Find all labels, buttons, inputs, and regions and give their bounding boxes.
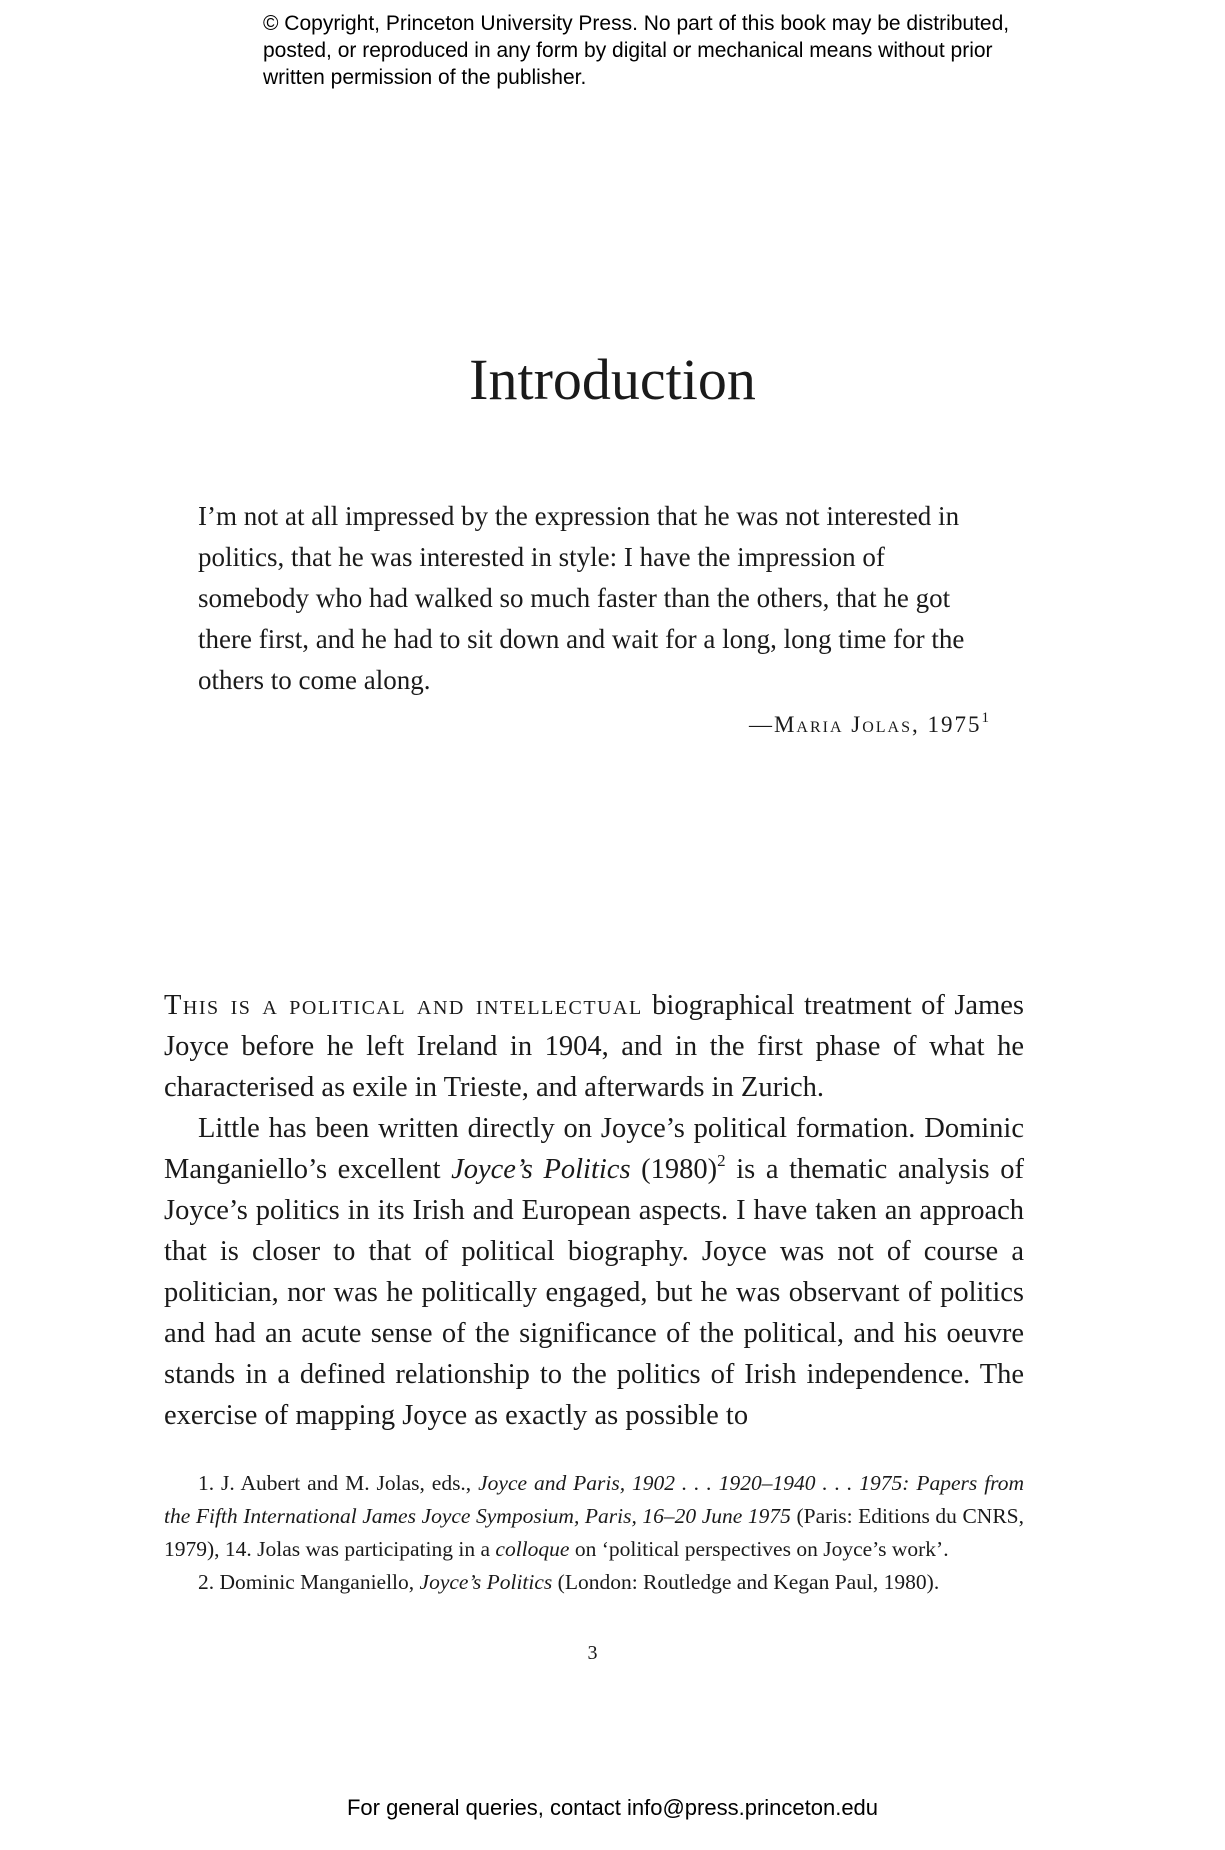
footnote-1	[164, 1467, 1024, 1566]
contact-footer: For general queries, contact info@press.princeton.edu	[346, 1795, 879, 1820]
footnote-ref-2[interactable]: 2	[717, 1151, 726, 1170]
paragraph-2-text-c: is a thematic analysis of Joyce’s politics in its Irish and European aspects. I have taken an approach that is closer to that of political biography. Joyce was not of course a politician, nor was he politically engaged, but he was observant of politics and had an acute sense of the significance of the political, and his oeuvre stands in a defined relationship to the politics of Irish independence. The exercise of mapping Joyce as exactly as possible to	[164, 1154, 1024, 1431]
book-title-joyces-politics: Joyce’s Politics	[451, 1154, 631, 1185]
footnote-1-term: colloque	[495, 1537, 570, 1561]
footnote-1-text-c: on ‘political perspectives on Joyce’s work’.	[569, 1537, 949, 1561]
paragraph-1-text: biographical treatment of James Joyce before he left Ireland in 1904, and in the first phase of what he characterised as exile in Trieste, and afterwards in Zurich.	[164, 990, 1024, 1103]
footnote-2-text-a: 2. Dominic Manganiello,	[198, 1570, 420, 1594]
footnote-1-title: Joyce and Paris, 1902 . . . 1920–1940 . . . 1975: Papers from the Fifth International James Joyce Symposium, Paris, 16–20 June 1975	[164, 1471, 1025, 1528]
chapter-title: Introduction	[469, 347, 756, 412]
epigraph-attribution	[749, 712, 989, 738]
attribution-text: —Maria Jolas, 1975	[748, 712, 982, 737]
footnote-2	[164, 1566, 1024, 1599]
footnote-1-text-b: (Paris: Editions du CNRS, 1979), 14. Jolas was participating in a	[164, 1504, 1024, 1561]
paragraph-2-text-a: Little has been written directly on Joyce’s political formation. Dominic Manganiello’s excellent	[164, 1113, 1024, 1185]
paragraph-2-text-b: (1980)	[630, 1154, 718, 1185]
page-number: 3	[587, 1642, 598, 1664]
footnote-ref-1[interactable]: 1	[981, 710, 989, 726]
paragraph-lead-in: This is a political and intellectual	[164, 990, 643, 1021]
footnotes	[164, 1467, 1024, 1599]
body-text	[164, 985, 1024, 1436]
body-paragraph-1	[164, 985, 1024, 1108]
epigraph-quote: I’m not at all impressed by the expression that he was not interested in politics, that he was interested in style: I have the impression of somebody who had walked so much faster than the others, that he got there first, and he had to sit down and wait for a long, long time for the others to come along.	[198, 501, 965, 695]
footnote-2-title: Joyce’s Politics	[419, 1570, 553, 1594]
copyright-notice: © Copyright, Princeton University Press. No part of this book may be distributed, posted, or reproduced in any form by digital or mechanical means without prior written permission of the publisher.	[263, 12, 1010, 89]
footnote-2-text-b: (London: Routledge and Kegan Paul, 1980).	[552, 1570, 940, 1594]
footnote-1-text-a: 1. J. Aubert and M. Jolas, eds.,	[198, 1471, 479, 1495]
body-paragraph-2	[164, 1108, 1024, 1436]
